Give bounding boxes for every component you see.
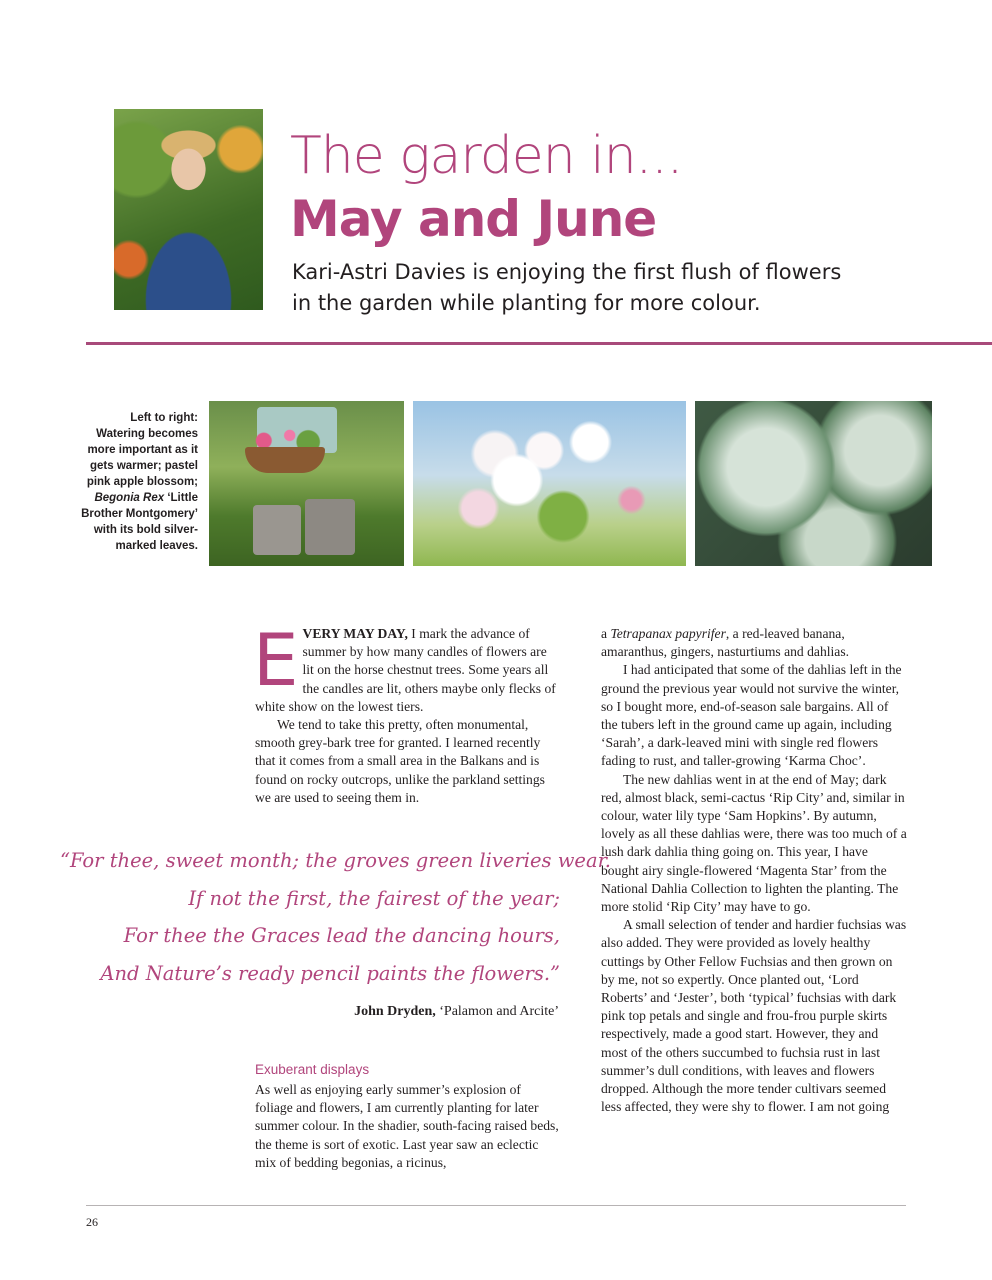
lead-in: VERY MAY DAY,: [302, 626, 408, 641]
page-number: 26: [86, 1215, 98, 1229]
standfirst-line1: Kari-Astri Davies is enjoying the first flush of flowers: [292, 260, 842, 284]
standfirst: [292, 257, 852, 319]
poem-work: ‘Palamon and Arcite’: [435, 1004, 559, 1019]
article-column-1-bottom: [255, 1081, 561, 1172]
paragraph-text: , a red-leaved banana, amaranthus, gingers, nasturtiums and dahlias.: [601, 626, 850, 660]
poem-author: John Dryden,: [354, 1004, 436, 1019]
apple-blossom-photo: [413, 401, 686, 566]
plant-name-italic: Tetrapanax papyrifer: [610, 626, 726, 641]
article-column-2: [601, 625, 907, 1116]
page-title-line1: The garden in...: [290, 126, 683, 186]
article-paragraph: The new dahlias went in at the end of May; dark red, almost black, semi-cactus ‘Rip City’ and, similar in colour, water lily type ‘Sam Hopkins’. By autumn, lovely as all these dahlias were, there was too much of a lush dark dahlia thing going on. This year, I have bought airy single-flowered ‘Magenta Star’ from the National Dahlia Collection to lighten the planting. The more stolid ‘Rip City’ may have to go.: [601, 771, 907, 915]
footer-divider: [86, 1205, 906, 1206]
watering-can-shape: [305, 499, 355, 555]
pull-quote-poem: [60, 842, 611, 992]
caption-italic: Begonia Rex: [94, 492, 165, 504]
paragraph-text: I mark the advance of summer by how many candles of flowers are lit on the horse chestnut trees. Some years all the candles are lit, others maybe only flecks of white show on the lowest tiers.: [255, 626, 556, 714]
poem-line: For thee the Graces lead the dancing hours,: [123, 924, 560, 947]
watering-can-chair-photo: [209, 401, 404, 566]
article-paragraph: [601, 625, 907, 661]
header-divider: [86, 342, 992, 345]
article-paragraph: A small selection of tender and hardier fuchsias was also added. They were provided as lovely healthy cuttings by Other Fellow Fuchsias and then grown on by me, not so expertly. Once planted out, ‘Lord Roberts’ and ‘Jester’, both ‘typical’ fuchsias with dark pink top petals and single and frou-frou purple skirts respectively, made a good start. However, they and most of the others succumbed to fuchsia rust in last summer’s dull conditions, with leaves and flowers dropped. Although the more tender cultivars seemed less affected, they were shy to flower. I am not going: [601, 917, 907, 1115]
page-title-line2: May and June: [290, 190, 657, 248]
watering-can-shape: [253, 505, 301, 555]
article-paragraph: We tend to take this pretty, often monumental, smooth grey-bark tree for granted. I learned recently that it comes from a small area in the Balkans and is found on rocky outcrops, unlike the parkland settings we are used to seeing them in.: [255, 717, 545, 805]
begonia-leaves-photo: [695, 401, 932, 566]
article-paragraph: [253, 618, 561, 716]
caption-text-1: Left to right: Watering becomes more important as it gets warmer; pastel pink apple blossom;: [86, 412, 198, 488]
drop-cap: E: [253, 618, 299, 702]
caption-text-2: ‘Little Brother Montgomery’ with its bold silver-marked leaves.: [81, 492, 198, 552]
photo-caption: [80, 410, 198, 554]
section-subhead: Exuberant displays: [255, 1062, 370, 1077]
article-column-1-top: [253, 618, 561, 807]
article-paragraph: As well as enjoying early summer’s explosion of foliage and flowers, I am currently planting for later summer colour. In the shadier, south-facing raised beds, the theme is sort of exotic. Last year saw an eclectic mix of bedding begonias, a ricinus,: [255, 1082, 559, 1170]
poem-line: And Nature’s ready pencil paints the flowers.”: [100, 961, 560, 985]
poem-attribution: [300, 1004, 559, 1020]
basket-shape: [245, 447, 325, 473]
poem-line: If not the first, the fairest of the year;: [188, 886, 560, 910]
poem-line: “For thee, sweet month; the groves green liveries wear.: [60, 849, 611, 872]
article-paragraph: I had anticipated that some of the dahlias left in the ground the previous year would not survive the winter, so I bought more, end-of-season sale bargains. All of the tubers left in the ground came up again, including ‘Sarah’, a dark-leaved mini with single red flowers fading to rust, and taller-growing ‘Karma Choc’.: [601, 662, 902, 769]
author-portrait-photo: [114, 109, 263, 310]
standfirst-line2: in the garden while planting for more colour.: [292, 291, 761, 315]
paragraph-text: a: [601, 626, 611, 641]
